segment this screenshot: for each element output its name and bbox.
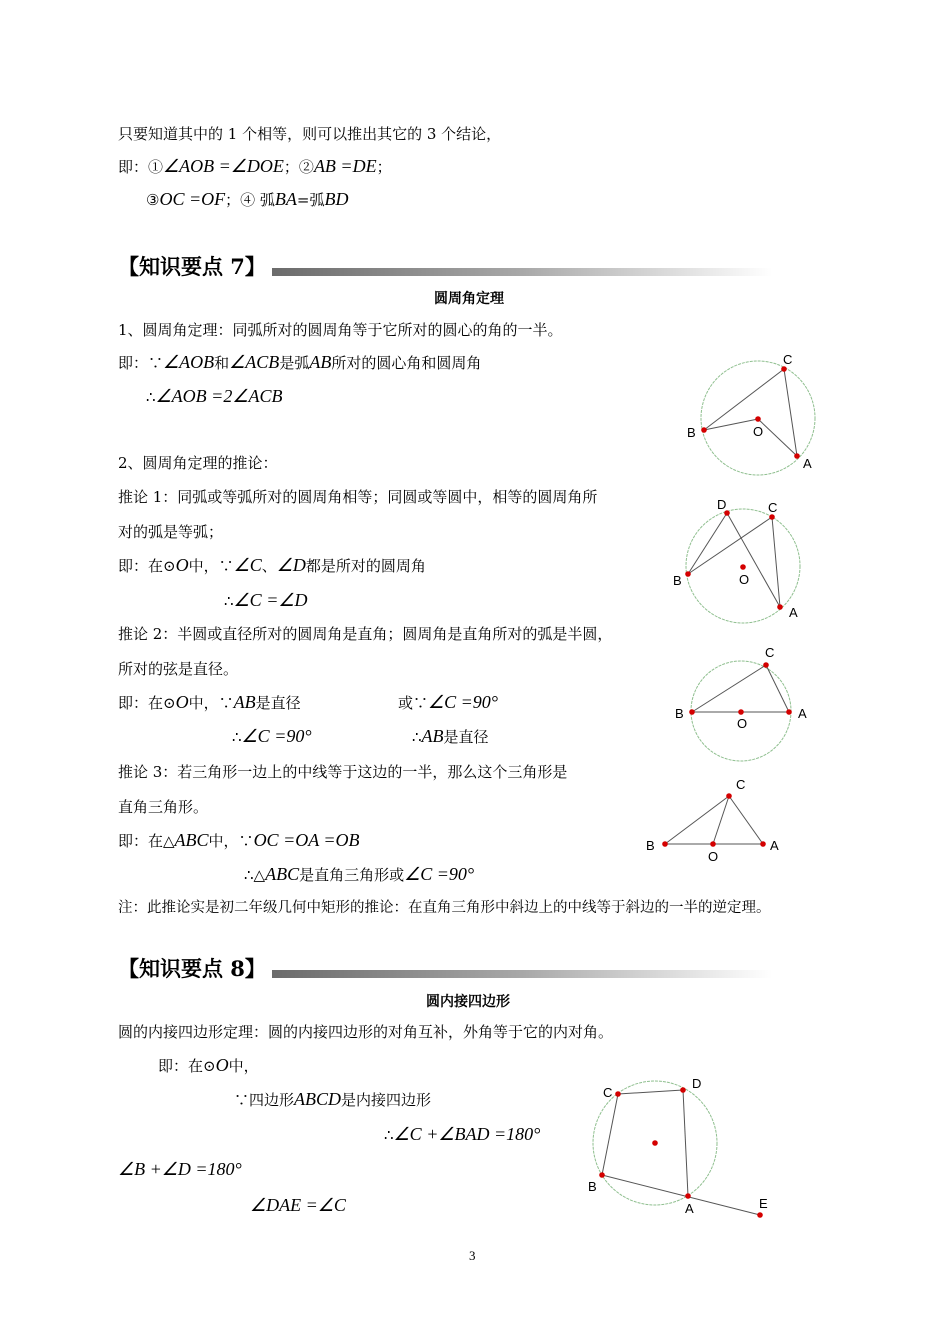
theorem-conclusion: ∴∠AOB =2∠ACB: [146, 386, 283, 406]
label-b: B: [588, 1179, 597, 1194]
segment-bae: [602, 1175, 760, 1215]
section-8-title: 圆内接四边形: [426, 994, 510, 1010]
label-o: O: [739, 572, 750, 587]
label-c: C: [768, 500, 778, 515]
corollary-1-conclusion: ∴∠C =∠D: [224, 590, 308, 610]
segment-cb: [602, 1094, 618, 1175]
label-o: O: [708, 849, 719, 864]
quad-conclusion-2: ∠B +∠D =180°: [118, 1159, 242, 1179]
theorem-given: 即：∵∠AOB和∠ACB是弧AB所对的圆心角和圆周角: [118, 352, 482, 372]
corollary-1-line-1: 推论 1：同弧或等弧所对的圆周角相等；同圆或等圆中，相等的圆周角所: [118, 488, 598, 506]
label-d: D: [717, 497, 727, 512]
intro-line-1: 只要知道其中的 1 个相等，则可以推出其它的 3 个结论，: [118, 125, 502, 143]
label-c: C: [783, 352, 793, 367]
corollary-1-line-2: 对的弧是等弧；: [118, 523, 224, 541]
corollary-2-line-2: 所对的弦是直径。: [118, 660, 239, 678]
corollary-2-given-alt: 或∵∠C =90°: [398, 692, 499, 712]
corollary-3-line-1: 推论 3：若三角形一边上的中线等于这边的一半，那么这个三角形是: [118, 763, 568, 781]
point-b: [599, 1172, 605, 1178]
label-c: C: [736, 777, 746, 792]
label-a: A: [685, 1201, 694, 1216]
formula: AB =DE: [313, 156, 377, 176]
label-o: O: [737, 716, 748, 731]
corollary-2-conclusion: ∴∠C =90°: [232, 726, 312, 746]
section-7-title: 圆周角定理: [434, 291, 504, 307]
section-8-header: 【知识要点 8】: [118, 956, 266, 981]
page-number: 3: [469, 1248, 476, 1263]
formula: BD: [324, 189, 349, 209]
corollary-2-conclusion-alt: ∴AB是直径: [412, 726, 489, 746]
corollary-heading: 2、圆周角定理的推论：: [118, 454, 278, 472]
corollary-1-given: 即：在⊙O中，∵∠C、∠D都是所对的圆周角: [118, 555, 426, 575]
note: 注：此推论实是初二年级几何中矩形的推论：在直角三角形中斜边上的中线等于斜边的一半的逆定理。: [118, 900, 771, 916]
point-center: [652, 1140, 658, 1146]
label-b: B: [673, 573, 682, 588]
label-b: B: [675, 706, 684, 721]
formula: ∠AOB =∠DOE: [163, 156, 284, 176]
segment-cd: [618, 1090, 683, 1094]
corollary-2-given: 即：在⊙O中，∵AB是直径: [118, 692, 301, 712]
quad-conclusion-3: ∠DAE =∠C: [250, 1195, 346, 1215]
point-d: [680, 1087, 686, 1093]
corollary-2-line-1: 推论 2：半圆或直径所对的圆周角是直角；圆周角是直角所对的弧是半圆，: [118, 625, 613, 643]
section-7-header: 【知识要点 7】: [118, 254, 266, 279]
label-b: B: [646, 838, 655, 853]
label-a: A: [798, 706, 807, 721]
point-c: [615, 1091, 621, 1097]
quad-conclusion-1: ∴∠C +∠BAD =180°: [384, 1124, 541, 1144]
label-d: D: [692, 1076, 702, 1091]
label-c: C: [765, 645, 775, 660]
label-e: E: [759, 1196, 768, 1211]
label-a: A: [803, 456, 812, 471]
label-a: A: [789, 605, 798, 620]
point-e: [757, 1212, 763, 1218]
corollary-3-line-2: 直角三角形。: [118, 798, 209, 816]
formula: BA: [274, 189, 297, 209]
label-o: O: [753, 424, 764, 439]
intro-line-2: 即：①∠AOB =∠DOE；②AB =DE；: [118, 156, 392, 176]
label-a: A: [770, 838, 779, 853]
corollary-3-given: 即：在△ABC中，∵OC =OA =OB: [118, 830, 360, 850]
quad-given-2: ∵四边形ABCD是内接四边形: [234, 1089, 432, 1109]
theorem-line: 1、圆周角定理：同弧所对的圆周角等于它所对的圆心的角的一半。: [118, 321, 563, 339]
point-a: [685, 1193, 691, 1199]
label-b: B: [687, 425, 696, 440]
quad-given-1: 即：在⊙O中，: [158, 1055, 259, 1075]
corollary-3-conclusion: ∴△ABC是直角三角形或∠C =90°: [244, 864, 475, 884]
intro-line-3: ③OC =OF；④ 弧BA=弧BD: [146, 189, 349, 209]
formula: OC =OF: [159, 189, 226, 209]
quad-theorem-line: 圆的内接四边形定理：圆的内接四边形的对角互补，外角等于它的内对角。: [118, 1023, 614, 1041]
segment-da: [683, 1090, 688, 1196]
label-c: C: [603, 1085, 613, 1100]
